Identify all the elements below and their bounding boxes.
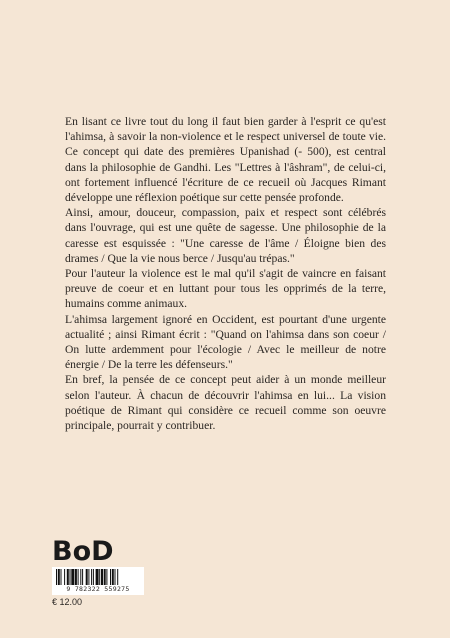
publisher-logo: BoD (52, 536, 114, 567)
paragraph-1: En lisant ce livre tout du long il faut bien garder à l'esprit ce qu'est l'ahimsa, à savoir la non-violence et le respect universel de toute vie. Ce concept qui date des premières Upanishad (- 500), est central dans la philosophie de Gandhi. Les "Lettres à l'âshram", de celui-ci, ont fortement influencé l'écriture de ce recueil où Jacques Rimant développe une réflexion poétique sur cette pensée profonde. (65, 115, 386, 205)
paragraph-4: L'ahimsa largement ignoré en Occident, est pourtant d'une urgente actualité ; ainsi Rimant écrit : "Quand on l'ahimsa dans son coeur / On lutte ardemment pour l'écologie / Avec le meilleur de notre énergie / De la terre les défenseurs." (65, 312, 386, 372)
paragraph-5: En bref, la pensée de ce concept peut aider à un monde meilleur selon l'auteur. À chacun de découvrir l'ahimsa en lui... La vision poétique de Rimant qui considère ce recueil comme son oeuvre principale, pourrait y contribuer. (65, 373, 386, 433)
barcode-number: 9 782322 559275 (52, 585, 144, 593)
back-cover-text (65, 114, 386, 433)
price-label: € 12.00 (52, 597, 83, 607)
paragraph-2: Ainsi, amour, douceur, compassion, paix et respect sont célébrés dans l'ouvrage, qui est une quête de sagesse. Une philosophie de la caresse est esquissée : "Une caresse de l'âme / Éloigne bien des drames / Que la vie nous berce / Jusqu'au trépas." (65, 206, 386, 265)
paragraph-3: Pour l'auteur la violence est le mal qu'il s'agit de vaincre en faisant preuve de coeur et en luttant pour tous les opprimés de la terre, humains comme animaux. (65, 267, 386, 311)
isbn-barcode (52, 567, 144, 595)
barcode-bars (54, 569, 142, 586)
